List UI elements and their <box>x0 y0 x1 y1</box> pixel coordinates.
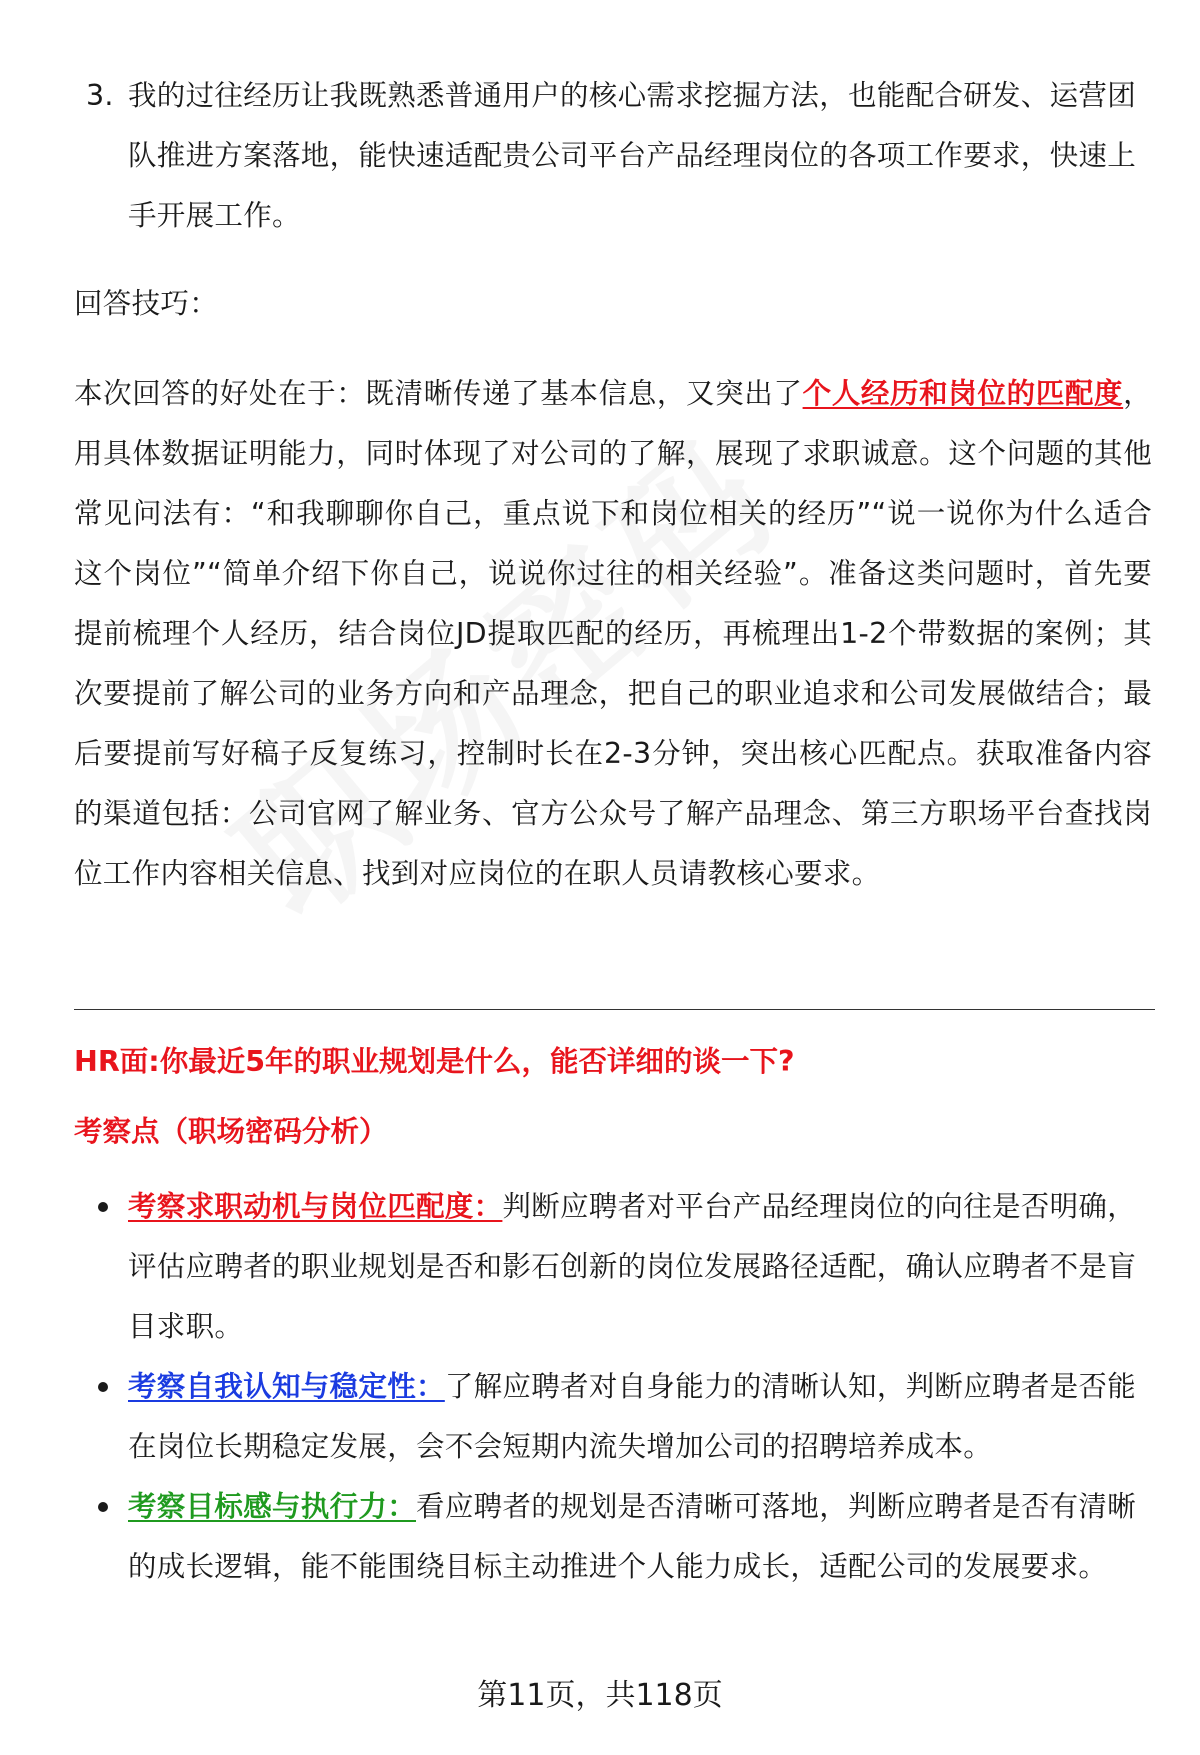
point-label: 考察求职动机与岗位匹配度： <box>128 1190 503 1223</box>
section-title: 考察点（职场密码分析） <box>74 1115 388 1148</box>
point-label: 考察自我认知与稳定性： <box>128 1370 445 1403</box>
point-text: 了解应聘者对自身能力的清晰认知，判断应聘者是否能在岗位长期稳定发展，会不会短期内流失增加公司的招聘培养成本。 <box>128 1370 1137 1463</box>
point-text: 看应聘者的规划是否清晰可落地，判断应聘者是否有清晰的成长逻辑，能不能围绕目标主动推进个人能力成长，适配公司的发展要求。 <box>128 1490 1137 1583</box>
list-number: 3. <box>86 79 114 112</box>
point-label: 考察目标感与执行力： <box>128 1490 417 1523</box>
paragraph-text-after: ，用具体数据证明能力，同时体现了对公司的了解，展现了求职诚意。这个问题的其他常见问法有：“和我聊聊你自己，重点说下和岗位相关的经历”“说一说你为什么适合这个岗位”“简单介绍下你自己，说说你过往的相关经验”。准备这类问题时，首先要提前梳理个人经历，结合岗位JD提取匹配的经历，再梳理出1-2个带数据的案例；其次要提前了解公司的业务方向和产品理念，把自己的职业追求和公司发展做结合；最后要提前写好稿子反复练习，控制时长在2-3分钟，突出核心匹配点。获取准备内容的渠道包括：公司官网了解业务、官方公众号了解产品理念、第三方职场平台查找岗位工作内容相关信息、找到对应岗位的在职人员请教核心要求。 <box>74 377 1152 890</box>
question-title: HR面:你最近5年的职业规划是什么，能否详细的谈一下? <box>74 1045 795 1078</box>
paragraph-text-before: 本次回答的好处在于：既清晰传递了基本信息，又突出了 <box>74 377 803 410</box>
list-item <box>74 1177 1152 1357</box>
page-number-footer: 第11页，共118页 <box>477 1678 723 1713</box>
bullet-dot-icon <box>98 1202 108 1212</box>
numbered-list-item <box>74 66 1144 246</box>
list-item <box>74 1357 1152 1477</box>
list-item-text: 我的过往经历让我既熟悉普通用户的核心需求挖掘方法，也能配合研发、运营团队推进方案落地，能快速适配贵公司平台产品经理岗位的各项工作要求，快速上手开展工作。 <box>128 79 1137 232</box>
bullet-dot-icon <box>98 1502 108 1512</box>
section-divider <box>74 1009 1155 1010</box>
assessment-points-list <box>74 1177 1152 1597</box>
paragraph-highlight: 个人经历和岗位的匹配度 <box>802 377 1124 410</box>
point-text: 判断应聘者对平台产品经理岗位的向往是否明确，评估应聘者的职业规划是否和影石创新的岗位发展路径适配，确认应聘者不是盲目求职。 <box>128 1190 1137 1343</box>
bullet-dot-icon <box>98 1382 108 1392</box>
tips-heading: 回答技巧： <box>74 287 219 320</box>
answer-tips-paragraph <box>74 364 1152 904</box>
list-item <box>74 1477 1152 1597</box>
